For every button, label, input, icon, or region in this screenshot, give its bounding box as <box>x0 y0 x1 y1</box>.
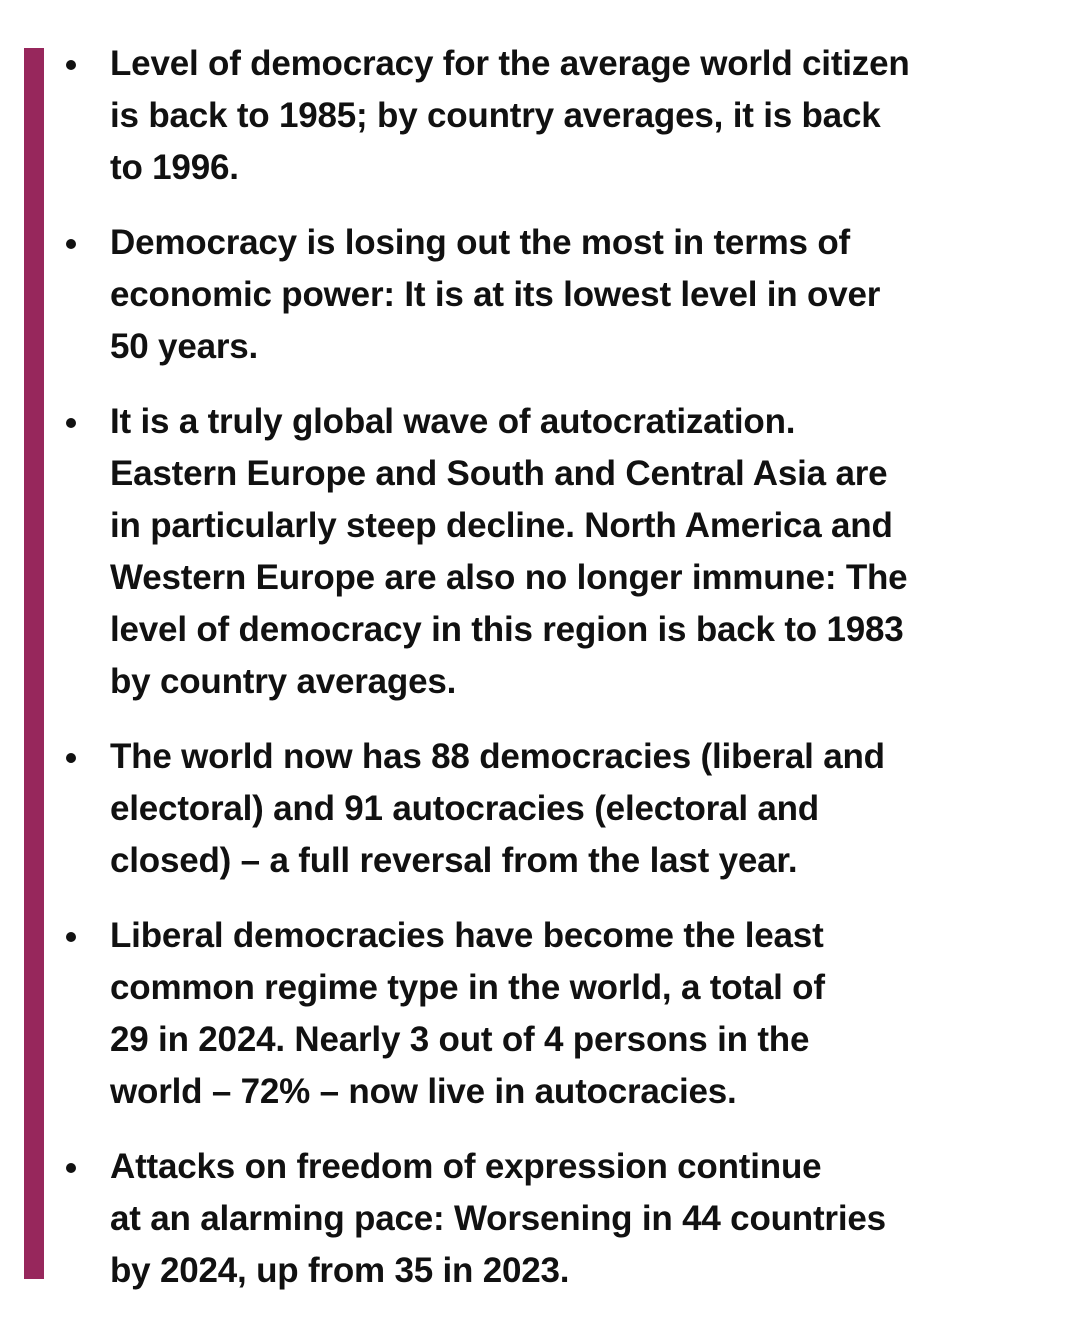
bullet-item-average-citizen <box>62 38 1030 194</box>
bullet-text-line: Attacks on freedom of expression continue <box>110 1147 822 1186</box>
bullet-icon <box>66 60 76 70</box>
bullet-icon <box>66 418 76 428</box>
bullet-item-economic-power <box>62 217 1030 373</box>
bullet-text-line: economic power: It is at its lowest level in over <box>110 275 881 314</box>
bullet-icon <box>66 932 76 942</box>
bullet-text-line: electoral) and 91 autocracies (electoral and <box>110 789 819 828</box>
bullet-icon <box>66 1163 76 1173</box>
bullet-text-line: Western Europe are also no longer immune: The <box>110 558 908 597</box>
bullet-text-line: 29 in 2024. Nearly 3 out of 4 persons in the <box>110 1020 810 1059</box>
bullet-item-liberal-democracies <box>62 910 1030 1118</box>
bullet-text-line: closed) – a full reversal from the last year. <box>110 841 798 880</box>
accent-bar <box>24 48 44 1279</box>
bullet-text-line: It is a truly global wave of autocratization. <box>110 402 796 441</box>
bullet-text-line: Democracy is losing out the most in terms of <box>110 223 850 262</box>
bullet-text-line: 50 years. <box>110 327 259 366</box>
bullet-text-line: Level of democracy for the average world citizen <box>110 44 910 83</box>
bullet-text-line: level of democracy in this region is back to 1983 <box>110 610 904 649</box>
bullet-text-line: Liberal democracies have become the least <box>110 916 824 955</box>
bullet-text-line: at an alarming pace: Worsening in 44 countries <box>110 1199 886 1238</box>
bullet-item-global-wave <box>62 396 1030 708</box>
bullet-item-freedom-of-expression <box>62 1141 1030 1297</box>
bullet-text-line: Eastern Europe and South and Central Asia are <box>110 454 888 493</box>
bullet-text-line: to 1996. <box>110 148 239 187</box>
bullet-text-line: common regime type in the world, a total of <box>110 968 825 1007</box>
bullet-icon <box>66 753 76 763</box>
bullet-text-line: by 2024, up from 35 in 2023. <box>110 1251 570 1290</box>
bullet-text-line: in particularly steep decline. North America and <box>110 506 893 545</box>
bullet-text-line: is back to 1985; by country averages, it is back <box>110 96 881 135</box>
bullet-icon <box>66 239 76 249</box>
bullet-text-line: world – 72% – now live in autocracies. <box>110 1072 737 1111</box>
bullet-text-line: The world now has 88 democracies (liberal and <box>110 737 885 776</box>
bullet-text-line: by country averages. <box>110 662 457 701</box>
key-findings-list <box>62 38 1030 1320</box>
bullet-item-regime-counts <box>62 731 1030 887</box>
